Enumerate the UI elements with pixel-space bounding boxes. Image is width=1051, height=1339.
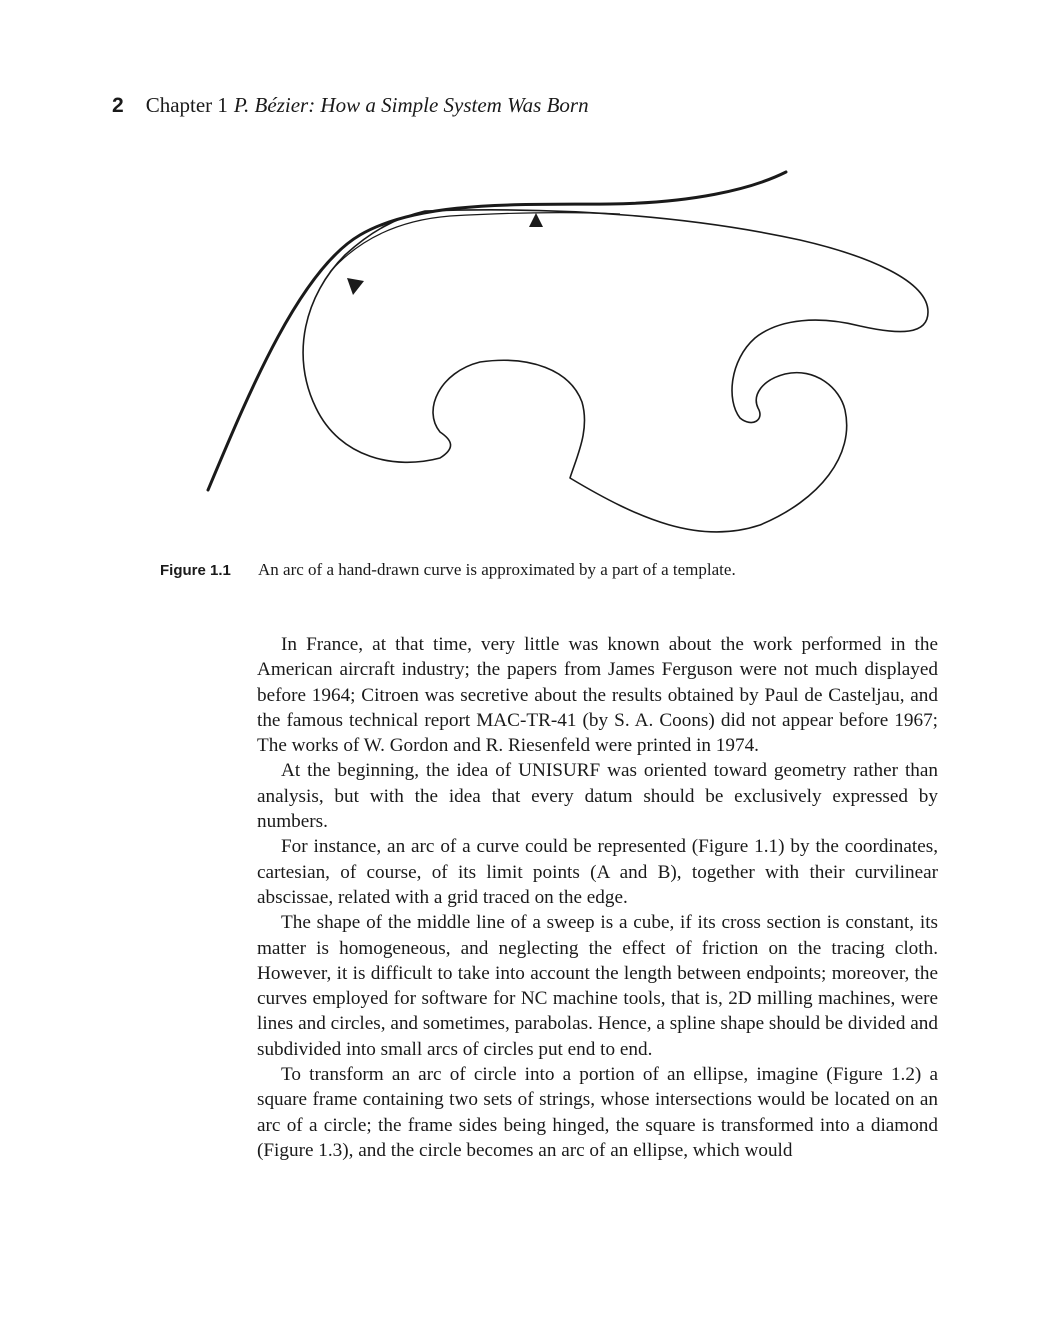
paragraph: To transform an arc of circle into a portion of an ellipse, imagine (Figure 1.2) a square frame containing two sets of strings, whose intersections would be located on an arc of a circle; the frame sides being hinged, the square is transformed into a diamond (Figure 1.3), and the circle becomes an arc of an ellipse, which would bbox=[257, 1064, 938, 1161]
figure-caption-text: An arc of a hand-drawn curve is approximated by a part of a template. bbox=[258, 560, 736, 579]
limit-point-a-marker bbox=[529, 213, 543, 227]
chapter-title: P. Bézier: How a Simple System Was Born bbox=[233, 93, 589, 117]
paragraph: In France, at that time, very little was known about the work performed in the American aircraft industry; the papers from James Ferguson were not much displayed before 1964; Citroen was secretive about the results obtained by Paul de Casteljau, and the famous technical report MAC-TR-41 (by S. A. Coons) did not appear before 1967; The works of W. Gordon and R. Riesenfeld were printed in 1974. bbox=[257, 634, 938, 757]
figure-1-1 bbox=[195, 160, 955, 540]
french-curve-template bbox=[303, 210, 928, 532]
running-head bbox=[112, 90, 589, 121]
paragraph: For instance, an arc of a curve could be represented (Figure 1.1) by the coordinates, cartesian, of course, of its limit points (A and B), together with their curvilinear abscissae, related with a grid traced on the edge. bbox=[257, 836, 938, 908]
body-text bbox=[257, 632, 938, 1163]
figure-caption bbox=[160, 558, 736, 583]
figure-label: Figure 1.1 bbox=[160, 562, 231, 579]
limit-point-b-marker bbox=[347, 278, 364, 295]
template-inner-edge bbox=[330, 213, 620, 272]
hand-drawn-curve bbox=[208, 172, 786, 490]
paragraph: The shape of the middle line of a sweep is a cube, if its cross section is constant, its matter is homogeneous, and neglecting the effect of friction on the tracing cloth. However, it is difficult to take into account the length between endpoints; moreover, the curves employed for software for NC machine tools, that is, 2D milling machines, were lines and circles, and sometimes, parabolas. Hence, a spline shape should be divided and subdivided into small arcs of circles put end to end. bbox=[257, 912, 938, 1060]
chapter-label: Chapter 1 bbox=[145, 93, 228, 117]
page-number: 2 bbox=[112, 94, 124, 117]
figure-1-1-drawing bbox=[195, 160, 955, 540]
paragraph: At the beginning, the idea of UNISURF was oriented toward geometry rather than analysis, but with the idea that every datum should be exclusively expressed by numbers. bbox=[257, 760, 938, 833]
